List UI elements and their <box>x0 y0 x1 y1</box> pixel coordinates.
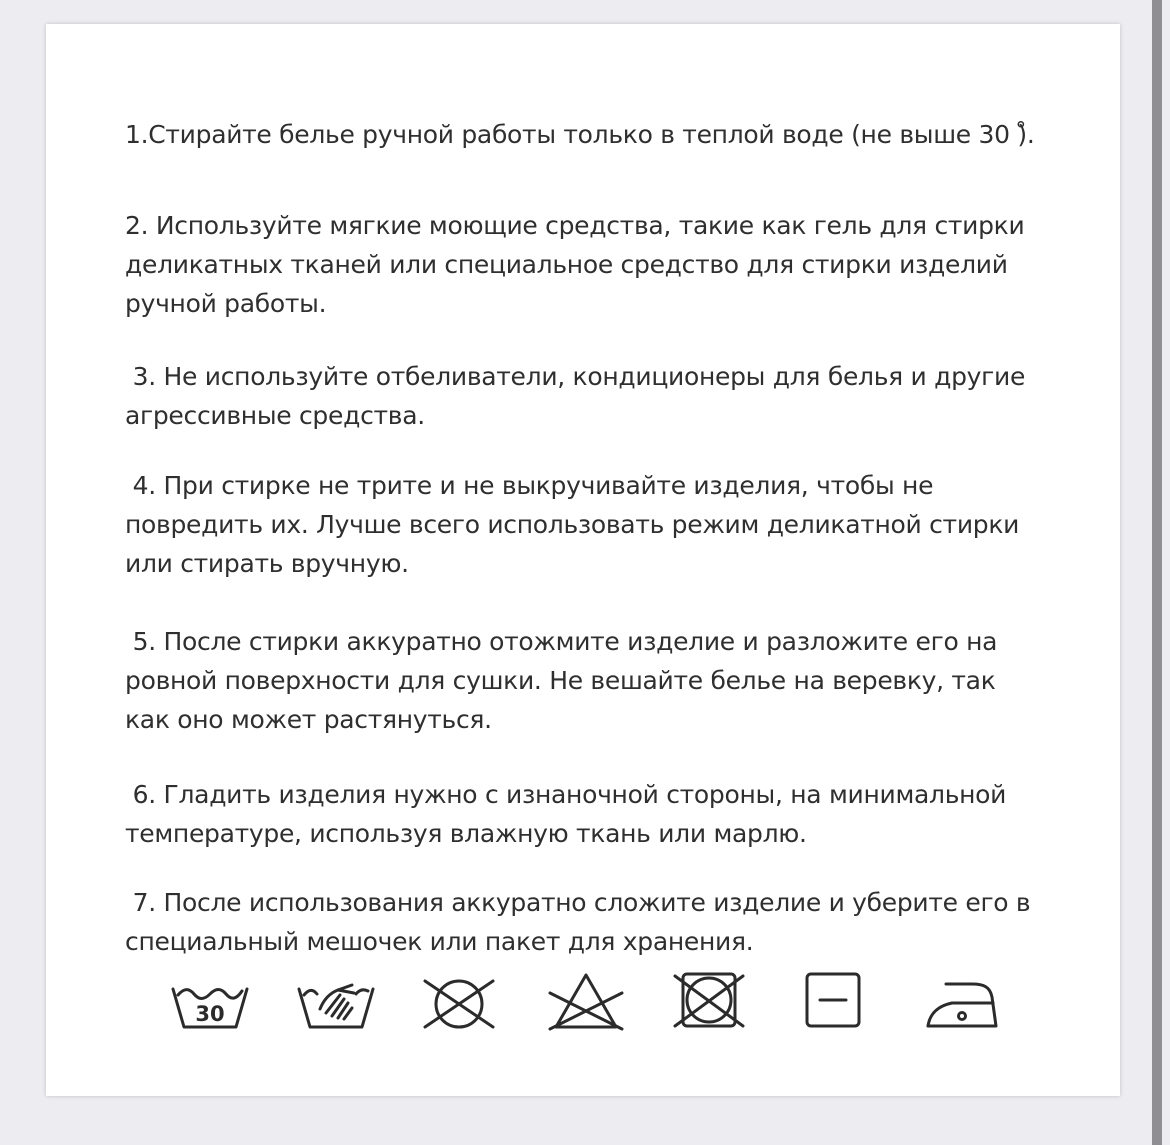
dry-flat-icon <box>802 969 864 1039</box>
instruction-4: 4. При стирке не трите и не выкручивайте изделия, чтобы не повредить их. Лучше всего использовать режим деликатной стирки или стирать вручную. <box>125 471 1027 578</box>
instruction-1: 1.Стирайте белье ручной работы только в теплой воде (не выше 30 )̊. <box>125 120 1035 149</box>
scrollbar[interactable] <box>1152 0 1162 1145</box>
hand-wash-icon <box>296 969 376 1039</box>
care-instructions-card <box>46 24 1120 1096</box>
care-symbols-row <box>46 969 1120 1039</box>
no-tumble-dry-icon <box>421 969 497 1039</box>
instruction-5: 5. После стирки аккуратно отожмите изделие и разложите его на ровной поверхности для сушки. Не вешайте белье на веревку, так как оно может растянуться. <box>125 627 1005 734</box>
no-tumble-dry-machine-icon <box>672 969 746 1039</box>
no-bleach-icon <box>546 969 626 1039</box>
wash-temperature-label: 30 <box>195 1002 225 1026</box>
wash-30-icon <box>170 969 250 1039</box>
iron-low-icon <box>922 969 1002 1039</box>
instruction-2: 2. Используйте мягкие моющие средства, такие как гель для стирки деликатных тканей или специальное средство для стирки изделий ручной работы. <box>125 211 1033 318</box>
instruction-6: 6. Гладить изделия нужно с изнаночной стороны, на минимальной температуре, используя влажную ткань или марлю. <box>125 780 1014 848</box>
instruction-3: 3. Не используйте отбеливатели, кондиционеры для белья и другие агрессивные средства. <box>125 362 1033 430</box>
instruction-7: 7. После использования аккуратно сложите изделие и уберите его в специальный мешочек или пакет для хранения. <box>125 888 1039 956</box>
